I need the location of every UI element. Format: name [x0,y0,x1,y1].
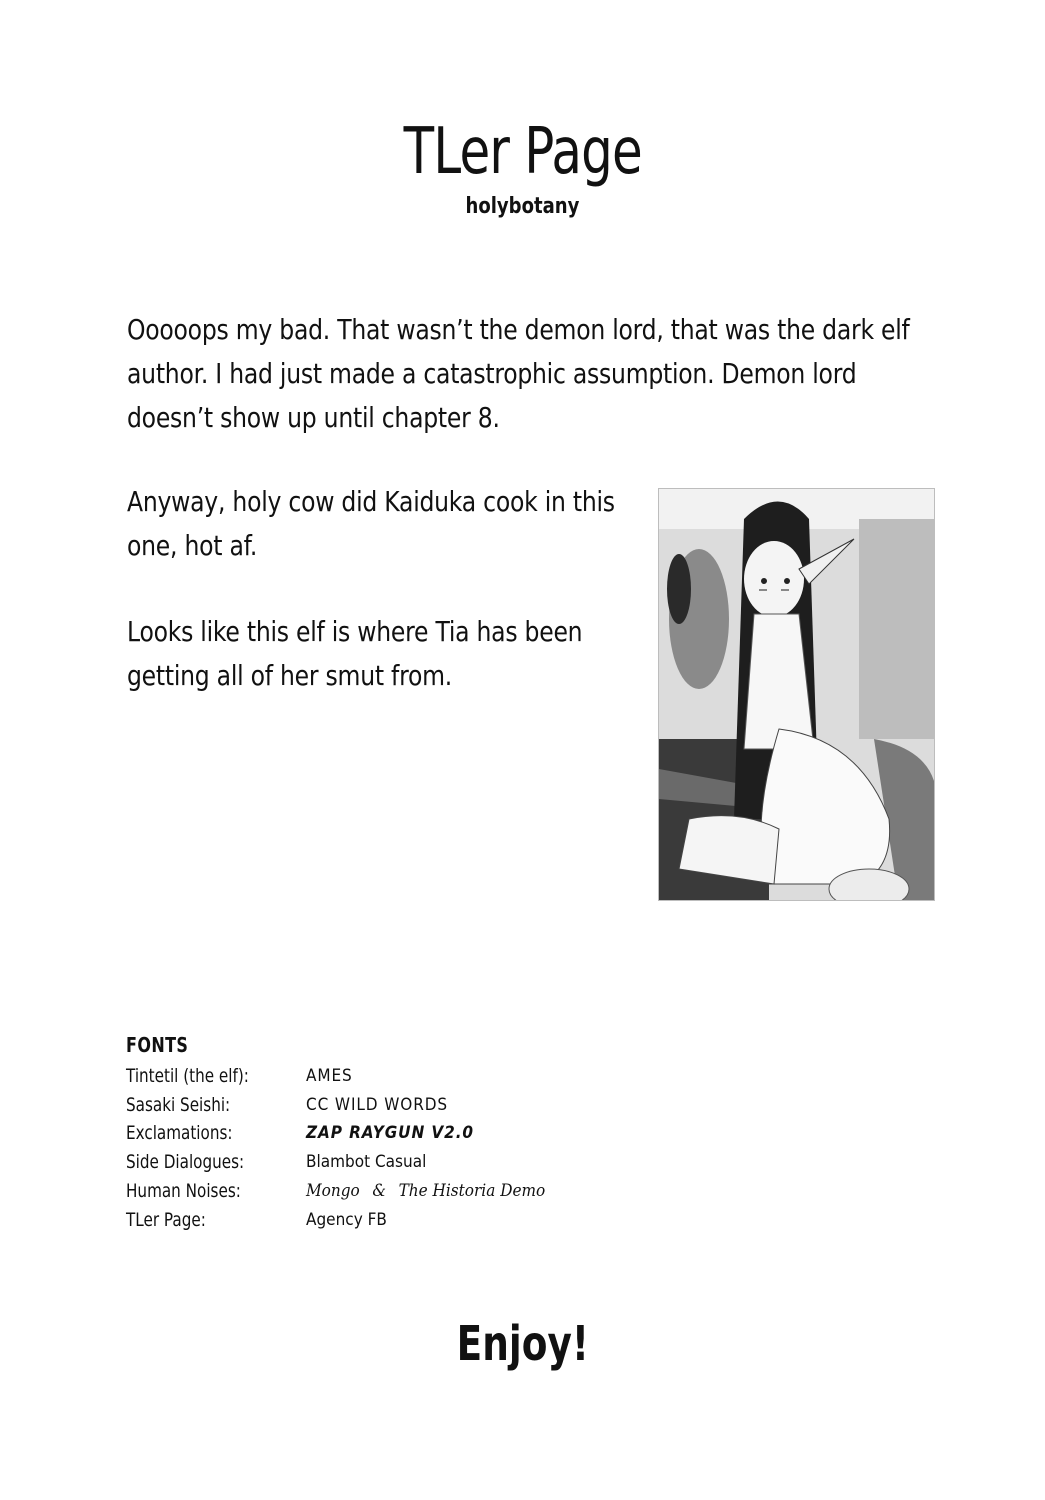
font-credit-row [126,1092,726,1121]
page-title: TLer Page [403,115,642,189]
font-credit-label: Side Dialogues: [126,1151,245,1173]
manga-panel-image [658,488,935,901]
paragraph-apology: Ooooops my bad. That wasn’t the demon lord, that was the dark elf author. I had just made a catastrophic assumption. Demon lord doesn’t show up until chapter 8. [127,313,910,434]
font-credit-label: Tintetil (the elf): [126,1065,249,1087]
font-credit-label: Sasaki Seishi: [126,1094,231,1116]
font-credit-value: Blambot Casual [306,1152,427,1172]
font-credit-value [306,1178,545,1204]
font-credit-primary: Mongo [306,1181,360,1201]
font-credit-row [126,1149,726,1178]
author-credit: holybotany [465,194,580,219]
paragraph-elf-note: Looks like this elf is where Tia has been getting all of her smut from. [127,615,583,692]
font-credit-value: ZAP RAYGUN V2.0 [306,1123,474,1143]
font-credit-row [126,1063,726,1092]
font-credit-row [126,1120,726,1149]
paragraph-comment: Anyway, holy cow did Kaiduka cook in this one, hot af. [127,485,615,562]
font-credit-ampersand: & [372,1181,386,1201]
font-credit-row [126,1207,726,1236]
font-credit-value: Agency FB [306,1210,387,1230]
font-credit-label: TLer Page: [126,1209,206,1231]
font-credit-value: AMES [306,1066,353,1086]
font-credit-label: Exclamations: [126,1122,233,1144]
font-credit-value: CC WILD WORDS [306,1095,449,1115]
font-credit-row [126,1178,726,1207]
fonts-heading: FONTS [126,1033,189,1057]
font-credit-label: Human Noises: [126,1180,241,1202]
font-credit-secondary: The Historia Demo [398,1181,546,1201]
closing-message: Enjoy! [456,1316,589,1372]
